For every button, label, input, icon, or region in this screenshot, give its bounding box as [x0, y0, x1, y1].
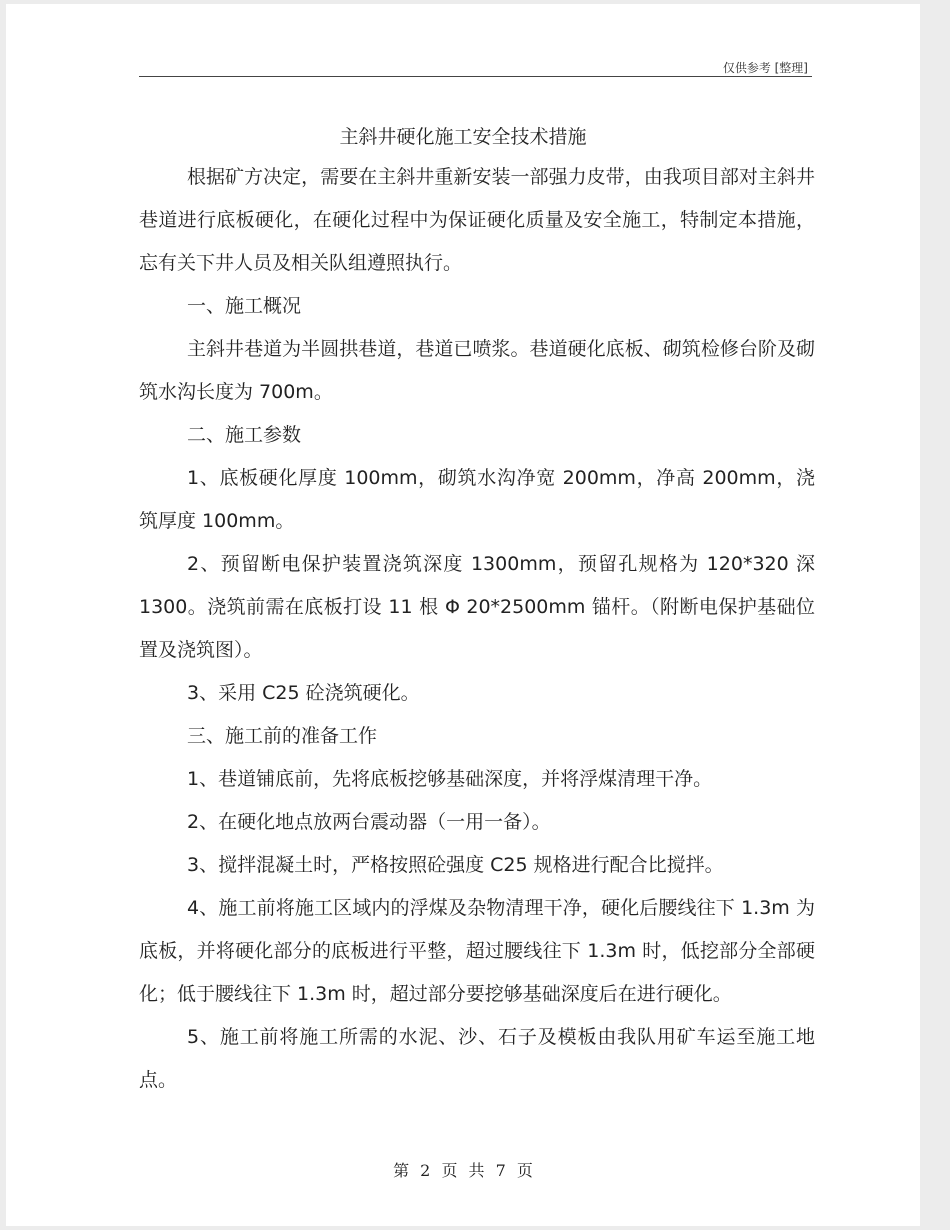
parameter-item-1: 1、底板硬化厚度 100mm，砌筑水沟净宽 200mm，净高 200mm，浇筑厚度 100mm。: [139, 467, 815, 532]
section-heading-3: 三、施工前的准备工作: [187, 725, 378, 747]
document-page: [6, 4, 920, 1226]
page-number: 第 2 页 共 7 页: [393, 1161, 533, 1180]
prep-item-3: 3、搅拌混凝土时，严格按照砼强度 C25 规格进行配合比搅拌。: [187, 854, 724, 876]
prep-item-2: 2、在硬化地点放两台震动器（一用一备）。: [187, 811, 551, 833]
parameter-item-3: 3、采用 C25 砼浇筑硬化。: [187, 682, 420, 704]
parameter-item-2: 2、预留断电保护装置浇筑深度 1300mm，预留孔规格为 120*320 深 1300。浇筑前需在底板打设 11 根 Φ 20*2500mm 锚杆。（附断电保护基础位置及浇筑图）。: [139, 553, 815, 661]
prep-item-1: 1、巷道铺底前，先将底板挖够基础深度，并将浮煤清理干净。: [187, 768, 713, 790]
overview-paragraph: 主斜井巷道为半圆拱巷道，巷道已喷浆。巷道硬化底板、砌筑检修台阶及砌筑水沟长度为 700m。: [139, 338, 815, 403]
section-heading-2: 二、施工参数: [187, 424, 302, 446]
header-note: 仅供参考 [整理]: [722, 61, 808, 75]
prep-item-5: 5、施工前将施工所需的水泥、沙、石子及模板由我队用矿车运至施工地点。: [139, 1026, 815, 1091]
section-heading-1: 一、施工概况: [187, 295, 302, 317]
document-body: [139, 156, 815, 1102]
header-rule: [139, 76, 812, 77]
prep-item-4: 4、施工前将施工区域内的浮煤及杂物清理干净，硬化后腰线往下 1.3m 为底板，并将硬化部分的底板进行平整，超过腰线往下 1.3m 时，低挖部分全部硬化；低于腰线往下 1.3m 时，超过部分要挖够基础深度后在进行硬化。: [139, 897, 815, 1005]
document-title: 主斜井硬化施工安全技术措施: [339, 126, 587, 148]
intro-paragraph: 根据矿方决定，需要在主斜井重新安装一部强力皮带，由我项目部对主斜井巷道进行底板硬化，在硬化过程中为保证硬化质量及安全施工，特制定本措施，忘有关下井人员及相关队组遵照执行。: [139, 166, 815, 274]
